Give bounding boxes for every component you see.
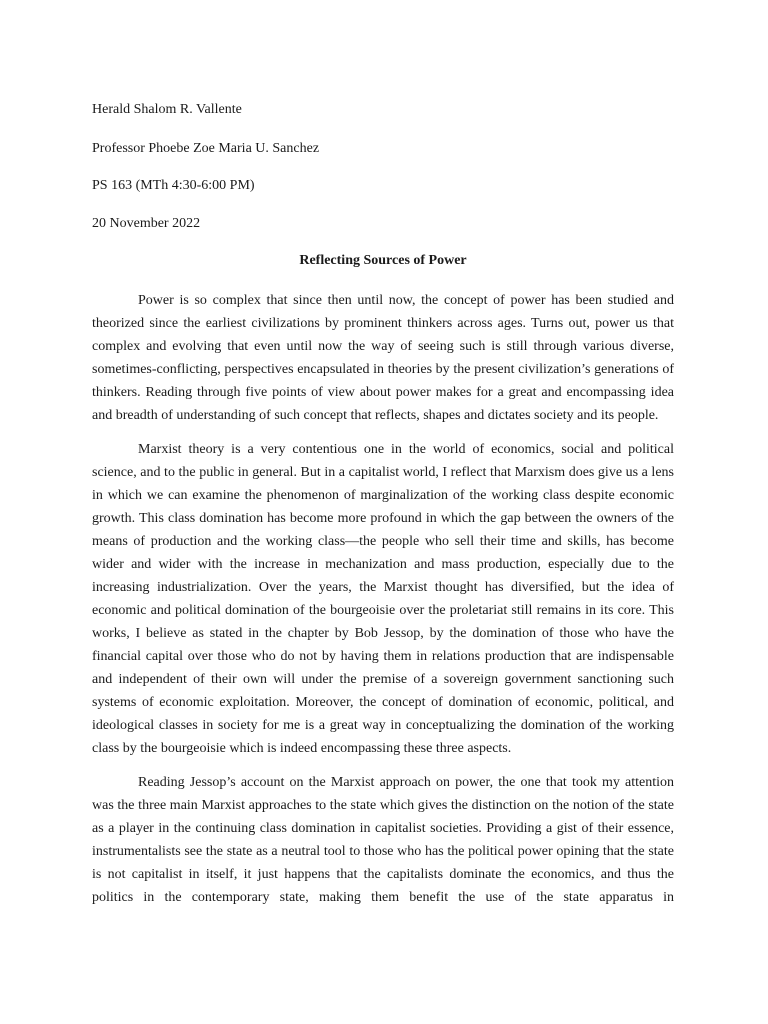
professor-name: Professor Phoebe Zoe Maria U. Sanchez bbox=[92, 141, 320, 156]
essay-body bbox=[92, 289, 674, 920]
paragraph-2: Marxist theory is a very contentious one in the world of economics, social and political science, and to the public in general. But in a capitalist world, I reflect that Marxism does give us a lens in which we can examine the phenomenon of marginalization of the working class despite economic growth. This class domination has become more profound in which the gap between the owners of the means of production and the working class—the people who sell their time and skills, has become wider and wider with the increase in mechanization and mass production, especially due to the increasing industrialization. Over the years, the Marxist thought has diversified, but the idea of economic and political domination of the bourgeoisie over the proletariat still remains in its core. This works, I believe as stated in the chapter by Bob Jessop, by the domination of those who have the financial capital over those who do not by having them in relations production that are indispensable and independent of their own will under the premise of a sovereign government sanctioning such systems of economic exploitation. Moreover, the concept of domination of economic, political, and ideological classes in society for me is a great way in conceptualizing the domination of the working class by the bourgeoisie which is indeed encompassing these three aspects. bbox=[92, 442, 674, 756]
date: 20 November 2022 bbox=[92, 216, 201, 231]
essay-title: Reflecting Sources of Power bbox=[299, 253, 467, 268]
author-name: Herald Shalom R. Vallente bbox=[92, 102, 242, 117]
paragraph-1: Power is so complex that since then until now, the concept of power has been studied and theorized since the earliest civilizations by prominent thinkers across ages. Turns out, power us that complex and evolving that even until now the way of seeing such is still through various diverse, sometimes-conflicting, perspectives encapsulated in theories by the present civilization’s generations of thinkers. Reading through five points of view about power makes for a great and encompassing idea and breadth of understanding of such concept that reflects, shapes and dictates society and its people. bbox=[92, 293, 674, 423]
paragraph-3: Reading Jessop’s account on the Marxist approach on power, the one that took my attention was the three main Marxist approaches to the state which gives the distinction on the notion of the state as a player in the continuing class domination in capitalist societies. Providing a gist of their essence, instrumentalists see the state as a neutral tool to those who has the political power opining that the state is not capitalist in itself, it just happens that the capitalists dominate the economics, and thus the politics in the contemporary state, making them benefit the use of the state apparatus in bbox=[92, 775, 674, 905]
course-info: PS 163 (MTh 4:30-6:00 PM) bbox=[92, 178, 255, 193]
